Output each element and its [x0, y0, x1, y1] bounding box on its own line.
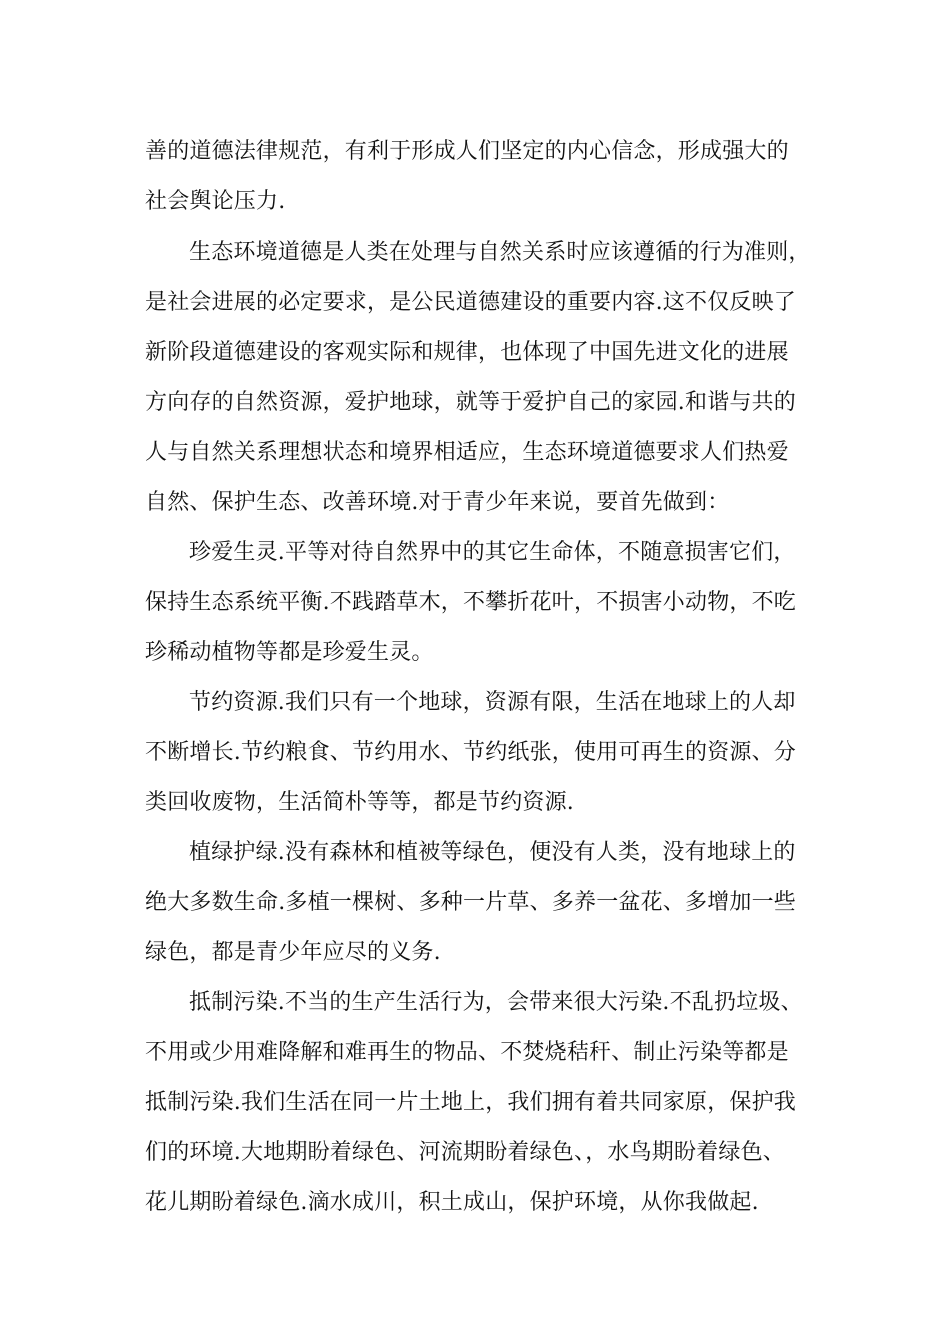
text-line: 珍稀动植物等都是珍爱生灵。 [145, 640, 434, 665]
paragraph-first-line: 植绿护绿.没有森林和植被等绿色，便没有人类，没有地球上的 [189, 840, 796, 865]
paragraph-first-line: 节约资源.我们只有一个地球，资源有限，生活在地球上的人却 [189, 690, 796, 715]
text-line: 自然、保护生态、改善环境.对于青少年来说，要首先做到： [145, 490, 730, 515]
text-line: 不用或少用难降解和难再生的物品、不焚烧秸秆、制止污染等都是 [145, 1040, 789, 1065]
text-line: 抵制污染.我们生活在同一片土地上，我们拥有着共同家原，保护我 [145, 1090, 796, 1115]
text-line: 们的环境.大地期盼着绿色、河流期盼着绿色、，水鸟期盼着绿色、 [145, 1140, 785, 1165]
text-line: 人与自然关系理想状态和境界相适应，生态环境道德要求人们热爱 [145, 440, 789, 465]
text-line: 是社会进展的必定要求，是公民道德建设的重要内容.这不仅反映了 [145, 290, 796, 315]
text-line: 类回收废物，生活简朴等等，都是节约资源. [145, 790, 574, 815]
text-line: 绝大多数生命.多植一棵树、多种一片草、多养一盆花、多增加一些 [145, 890, 796, 915]
paragraph-first-line: 抵制污染.不当的生产生活行为，会带来很大污染.不乱扔垃圾、 [189, 990, 803, 1015]
text-line: 善的道德法律规范，有利于形成人们坚定的内心信念，形成强大的 [145, 139, 789, 164]
text-line: 新阶段道德建设的客观实际和规律，也体现了中国先进文化的进展 [145, 340, 789, 365]
text-line: 社会舆论压力. [145, 189, 286, 214]
paragraph-first-line: 生态环境道德是人类在处理与自然关系时应该遵循的行为准则， [189, 240, 811, 265]
text-line: 保持生态系统平衡.不践踏草木，不攀折花叶，不损害小动物，不吃 [145, 590, 796, 615]
text-line: 方向存的自然资源，爱护地球，就等于爱护自己的家园.和谐与共的 [145, 390, 796, 415]
text-line: 不断增长.节约粮食、节约用水、节约纸张，使用可再生的资源、分 [145, 740, 796, 765]
text-line: 花儿期盼着绿色.滴水成川，积土成山，保护环境，从你我做起. [145, 1190, 759, 1215]
text-line: 绿色，都是青少年应尽的义务. [145, 940, 441, 965]
paragraph-first-line: 珍爱生灵.平等对待自然界中的其它生命体，不随意损害它们， [189, 540, 796, 565]
